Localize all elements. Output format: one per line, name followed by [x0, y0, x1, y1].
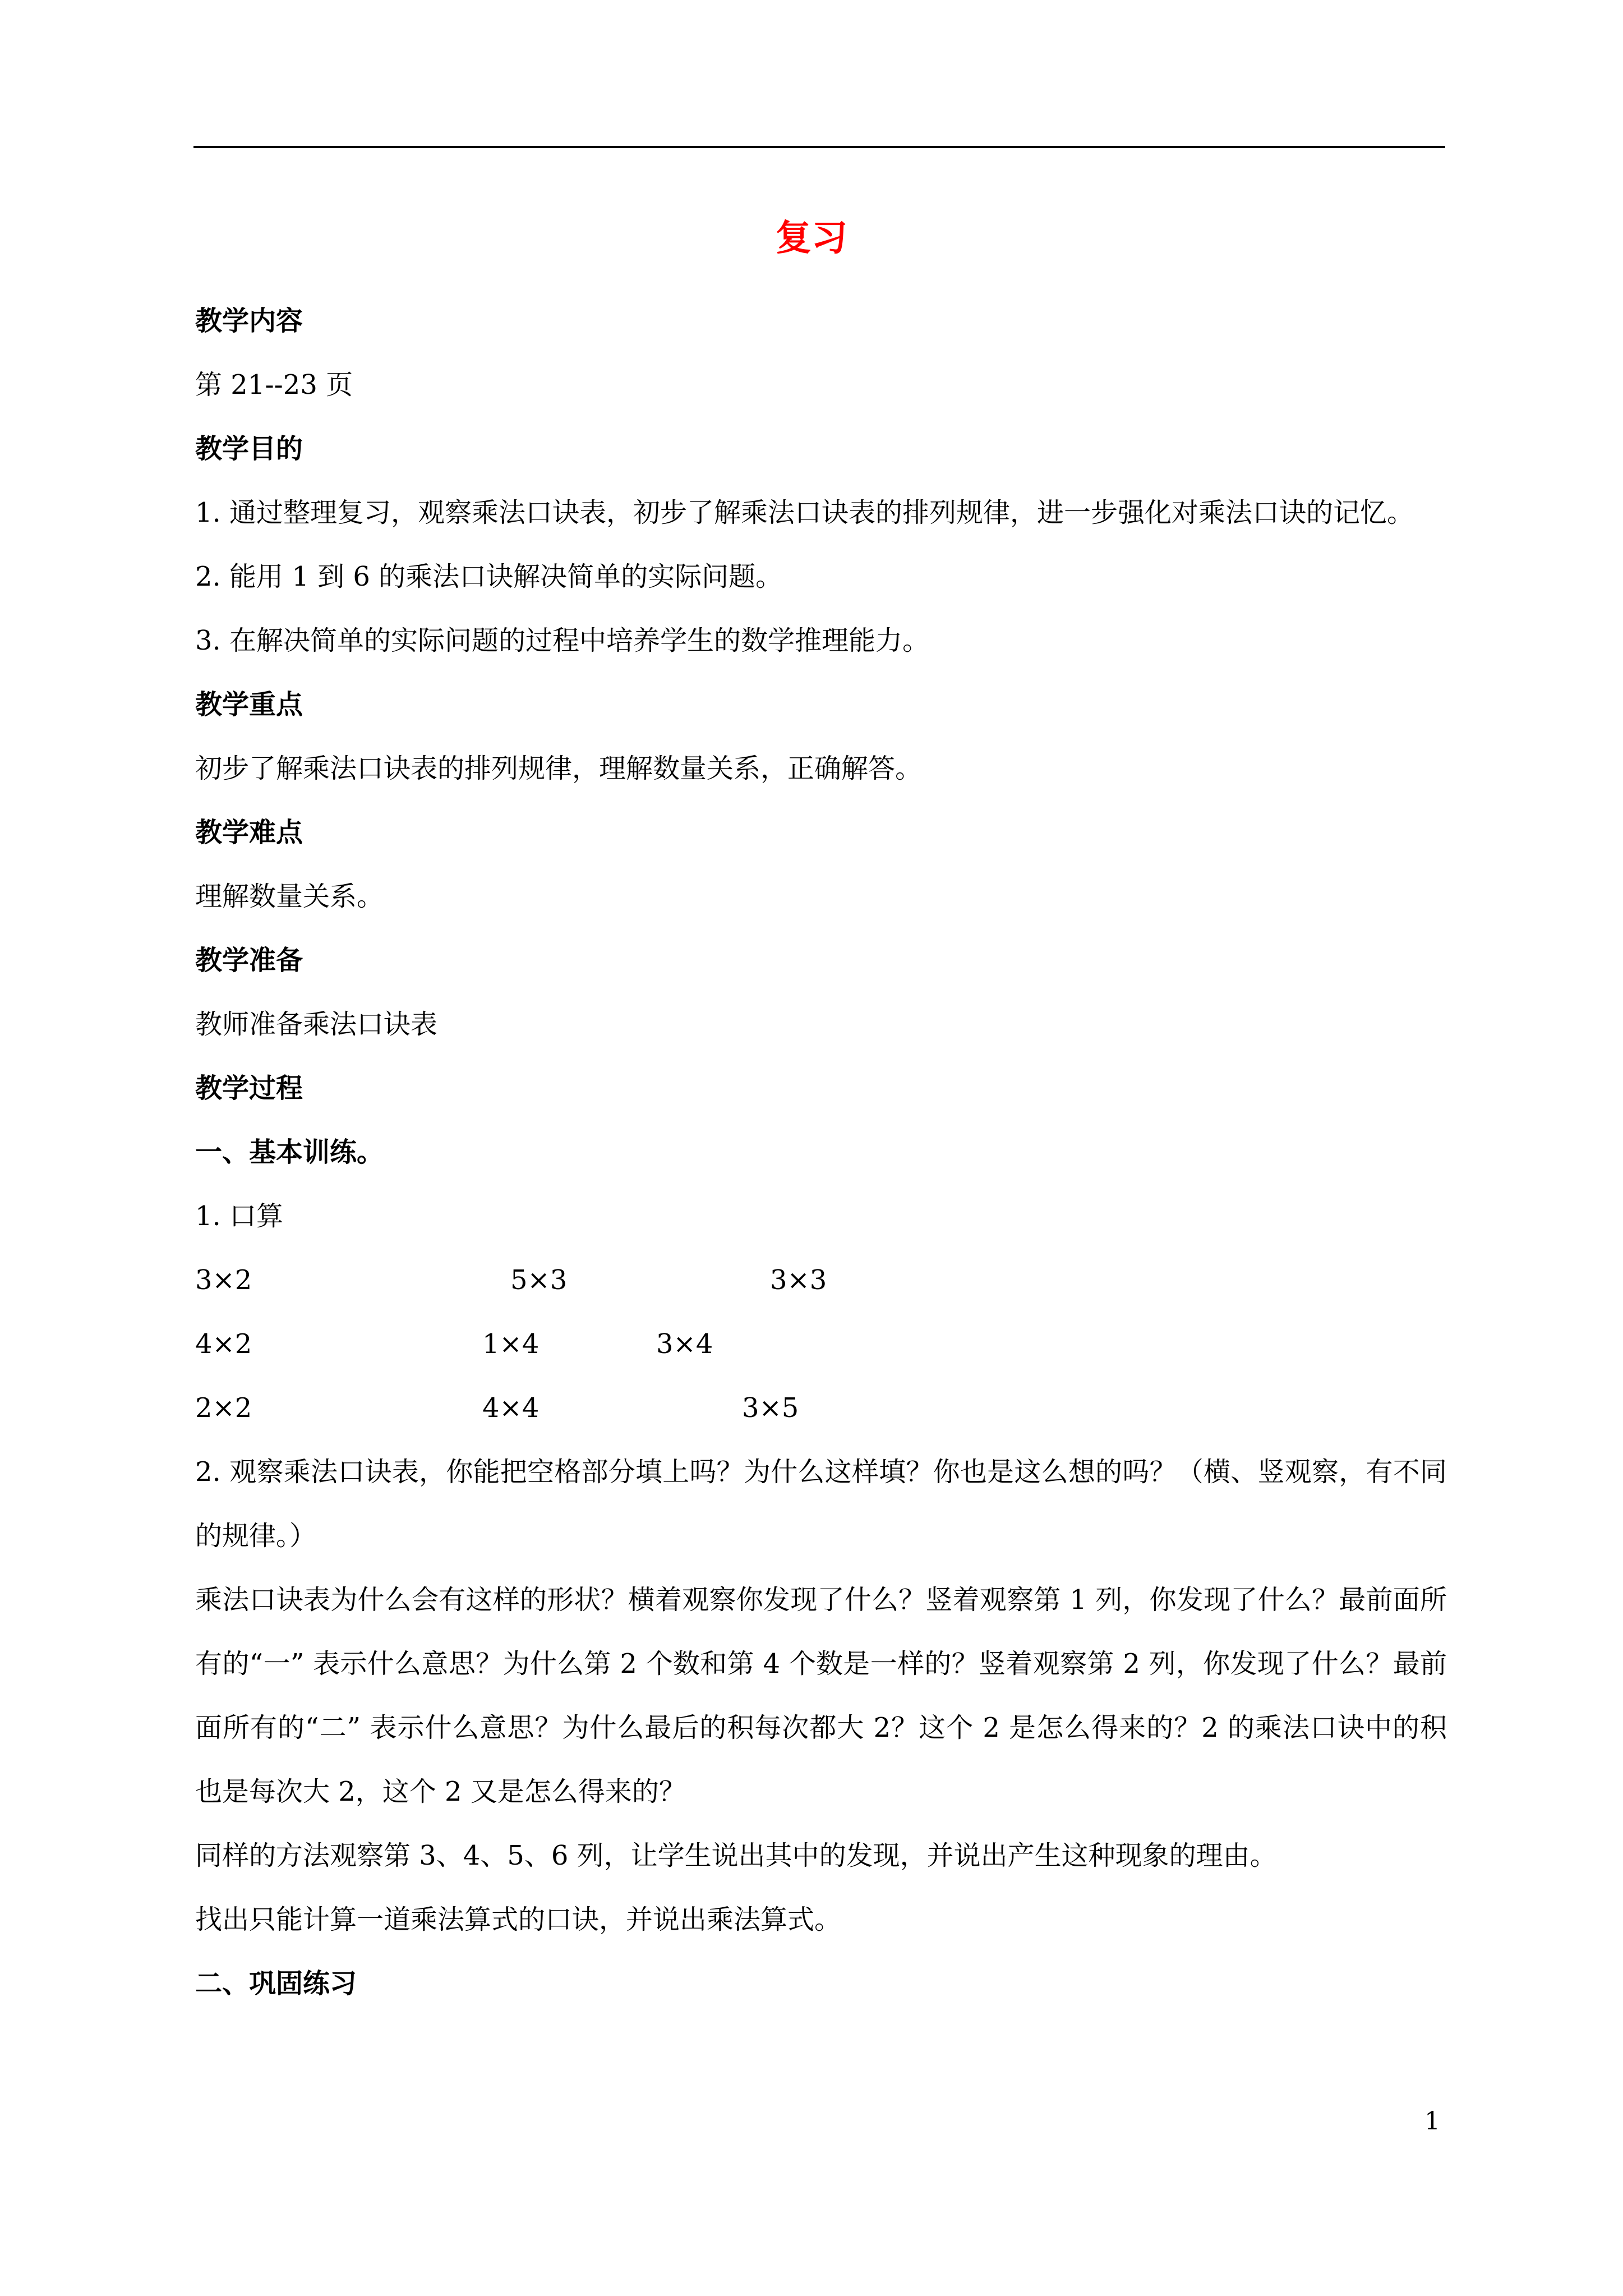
calc-item: 5×3 — [510, 1264, 568, 1296]
same-method-paragraph: 同样的方法观察第 3、4、5、6 列，让学生说出其中的发现，并说出产生这种现象的理由。 — [195, 1840, 1277, 1871]
section-heading-key-points: 教学重点 — [195, 689, 303, 720]
page-title: 复习 — [776, 217, 847, 259]
goal-item-2: 2. 能用 1 到 6 的乘法口诀解决简单的实际问题。 — [195, 561, 783, 592]
goal-item-3: 3. 在解决简单的实际问题的过程中培养学生的数学推理能力。 — [195, 625, 930, 656]
calc-item: 3×5 — [742, 1392, 799, 1424]
section-heading-difficulty: 教学难点 — [195, 817, 303, 848]
question-paragraph: 乘法口诀表为什么会有这样的形状？横着观察你发现了什么？竖着观察第 1 列，你发现了什么？最前面所有的“一” 表示什么意思？为什么第 2 个数和第 4 个数是一样的？竖着观察第 2 列，你发现了什么？最前面所有的“二” 表示什么意思？为什么最后的积每次都大 2？这个 2 是怎么得来的？2 的乘法口诀中的积也是每次大 2，这个 2 又是怎么得来的？ — [195, 1584, 1447, 1807]
section-heading-goals: 教学目的 — [195, 433, 303, 464]
section-heading-process: 教学过程 — [195, 1073, 303, 1104]
part-one-heading: 一、基本训练。 — [195, 1137, 384, 1168]
calc-row-2 — [195, 1312, 1447, 1376]
key-points-text: 初步了解乘法口诀表的排列规律，理解数量关系，正确解答。 — [195, 753, 923, 784]
observe-paragraph: 2. 观察乘法口诀表，你能把空格部分填上吗？为什么这样填？你也是这么想的吗？（横、竖观察，有不同的规律。） — [195, 1456, 1447, 1552]
part-two-heading: 二、巩固练习 — [195, 1968, 357, 1999]
calc-item: 4×4 — [482, 1392, 540, 1424]
difficulty-text: 理解数量关系。 — [195, 881, 384, 912]
document-body — [195, 289, 1447, 2016]
section-heading-content: 教学内容 — [195, 305, 303, 337]
calc-item: 3×4 — [656, 1328, 713, 1360]
calc-item: 1×4 — [482, 1328, 540, 1360]
oral-calc-label: 1. 口算 — [195, 1200, 284, 1232]
section-heading-preparation: 教学准备 — [195, 945, 303, 976]
preparation-text: 教师准备乘法口诀表 — [195, 1009, 438, 1040]
calc-item: 2×2 — [195, 1392, 252, 1424]
calc-row-3 — [195, 1376, 1447, 1440]
find-paragraph: 找出只能计算一道乘法算式的口诀，并说出乘法算式。 — [195, 1904, 842, 1935]
calc-row-1 — [195, 1248, 1447, 1312]
goal-item-1: 1. 通过整理复习，观察乘法口诀表，初步了解乘法口诀表的排列规律，进一步强化对乘法口诀的记忆。 — [195, 497, 1414, 528]
page-number: 1 — [1424, 2107, 1440, 2136]
content-text: 第 21--23 页 — [195, 369, 353, 401]
calc-item: 4×2 — [195, 1328, 252, 1360]
header-rule — [193, 146, 1445, 148]
calc-item: 3×3 — [770, 1264, 827, 1296]
calc-item: 3×2 — [195, 1264, 252, 1296]
